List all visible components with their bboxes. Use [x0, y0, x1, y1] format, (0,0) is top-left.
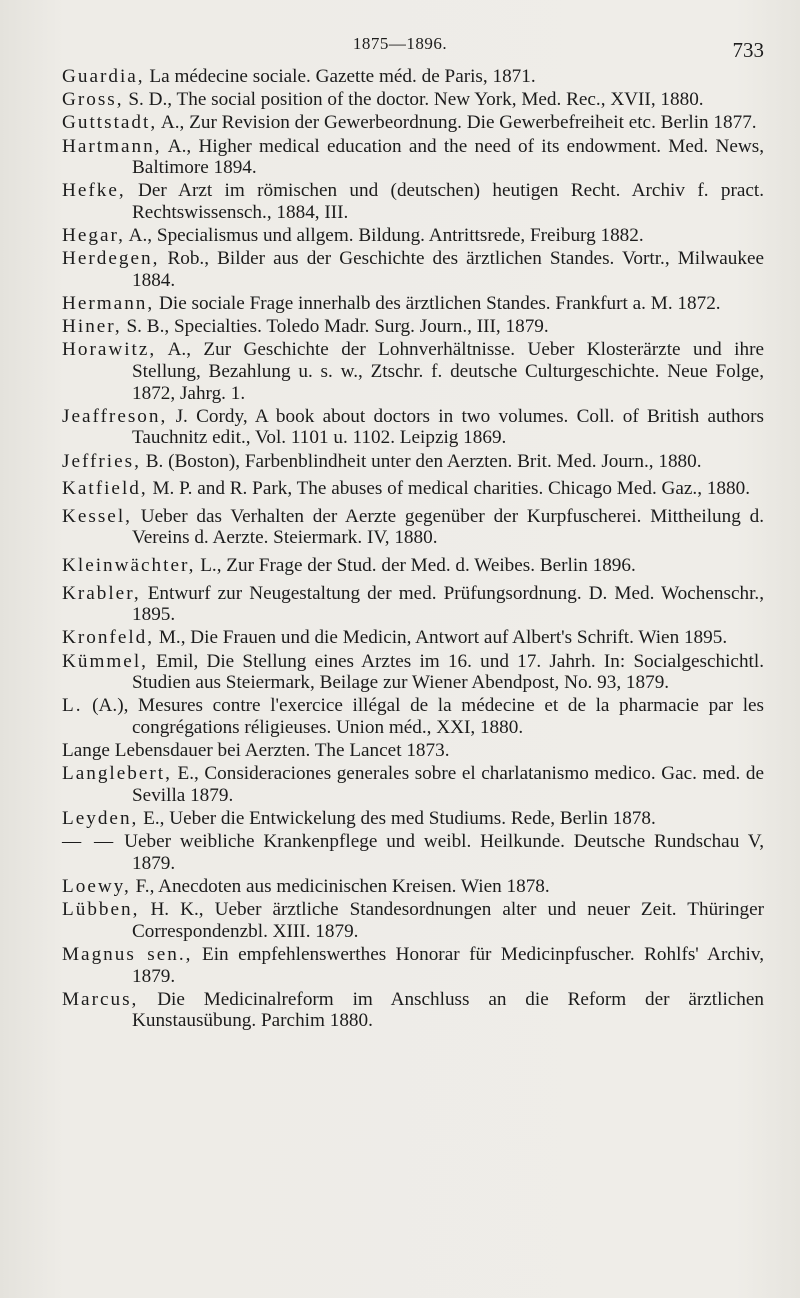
- bibliography-entry: [62, 740, 764, 762]
- entry-author: Langlebert,: [62, 763, 172, 785]
- entry-text: La médecine sociale. Gazette méd. de Paris, 1871.: [149, 66, 536, 87]
- entry-text: Ueber weibliche Krankenpflege und weibl. Heilkunde. Deutsche Rundschau V, 1879.: [124, 831, 764, 874]
- bibliography-entry: [62, 506, 764, 549]
- entry-author: Kleinwächter,: [62, 555, 196, 576]
- bibliography-entry: [62, 876, 764, 898]
- entry-author: Lübben,: [62, 899, 140, 921]
- bibliography-entry: [62, 831, 764, 874]
- entry-author: Katfield,: [62, 478, 148, 500]
- entry-text: A., Zur Revision der Gewerbeordnung. Die Gewerbefreiheit etc. Berlin 1877.: [160, 112, 757, 134]
- entry-text: B. (Boston), Farbenblindheit unter den Aerzten. Brit. Med. Journ., 1880.: [145, 450, 702, 472]
- entry-text: (A.), Mesures contre l'exercice illégal de la médecine et de la pharmacie par les congrégations réligieuses. Union méd., XXI, 1880.: [92, 695, 765, 738]
- entry-author: — —: [62, 831, 116, 853]
- entry-author: Gross,: [62, 89, 124, 111]
- entry-author: Jeaffreson,: [62, 405, 168, 427]
- entry-text: Lange Lebensdauer bei Aerzten. The Lancet 1873.: [62, 740, 450, 762]
- entry-author: Horawitz,: [62, 339, 157, 361]
- bibliography-entry: [62, 944, 764, 987]
- bibliography-entry: [62, 89, 764, 111]
- entry-author: Hegar,: [62, 225, 125, 247]
- bibliography-entry: [62, 627, 764, 649]
- entry-author: Krabler,: [62, 582, 141, 604]
- entry-author: Herdegen,: [62, 248, 160, 270]
- bibliography-entry: [62, 180, 764, 223]
- bibliography-entry: [62, 695, 764, 738]
- entry-text: M. P. and R. Park, The abuses of medical charities. Chicago Med. Gaz., 1880.: [152, 478, 750, 500]
- entry-text: Der Arzt im römischen und (deutschen) heutigen Recht. Archiv f. pract. Rechtswissensch., 1884, III.: [132, 180, 765, 223]
- bibliography-entry: [62, 651, 764, 694]
- bibliography-entry: [62, 248, 764, 291]
- entry-text: J. Cordy, A book about doctors in two volumes. Coll. of British authors Tauchnitz edit., Vol. 1101 u. 1102. Leipzig 1869.: [132, 405, 765, 449]
- bibliography-entry: [62, 989, 764, 1032]
- bibliography-entry: [62, 225, 764, 247]
- entry-author: Kümmel,: [62, 650, 148, 672]
- entry-text: E., Consideraciones generales sobre el charlatanismo medico. Gac. med. de Sevilla 1879.: [132, 763, 764, 806]
- entry-author: Hefke,: [62, 180, 126, 202]
- entry-text: H. K., Ueber ärztliche Standesordnungen alter und neuer Zeit. Thüringer Correspondenzbl. XIII. 1879.: [132, 899, 764, 942]
- bibliography-entry: [62, 293, 764, 315]
- entry-author: Marcus,: [62, 988, 139, 1010]
- page-number: 733: [732, 38, 764, 62]
- entry-text: S. D., The social position of the doctor. New York, Med. Rec., XVII, 1880.: [128, 89, 704, 111]
- entry-author: Loewy,: [62, 876, 131, 898]
- entry-author: Kronfeld,: [62, 627, 155, 649]
- entry-author: Magnus sen.,: [62, 944, 193, 966]
- bibliography-entry: [62, 136, 764, 179]
- entry-text: A., Specialismus und allgem. Bildung. Antrittsrede, Freiburg 1882.: [128, 225, 644, 247]
- entry-text: Ueber das Verhalten der Aerzte gegenüber der Kurpfuscherei. Mittheilung d. Vereins d. Aerzte. Steiermark. IV, 1880.: [132, 505, 764, 549]
- entry-text: L., Zur Frage der Stud. der Med. d. Weibes. Berlin 1896.: [200, 555, 636, 576]
- running-head-years: 1875—1896.: [352, 34, 448, 53]
- entry-author: L.: [62, 695, 83, 717]
- bibliography-entry: [62, 406, 764, 449]
- bibliography-entry: [62, 808, 764, 830]
- bibliography-entry: [62, 339, 764, 404]
- bibliography-entry: [62, 763, 764, 806]
- entry-text: Emil, Die Stellung eines Arztes im 16. und 17. Jahrh. In: Socialgeschichtl. Studien aus Steiermark, Beilage zur Wiener Abendpost, No. 93, 1879.: [132, 650, 764, 694]
- bibliography-entry: [62, 66, 764, 88]
- entry-text: Rob., Bilder aus der Geschichte des ärztlichen Standes. Vortr., Milwaukee 1884.: [132, 248, 765, 291]
- entry-text: Entwurf zur Neugestaltung der med. Prüfungsordnung. D. Med. Wochenschr., 1895.: [132, 582, 765, 626]
- entry-text: A., Higher medical education and the need of its endowment. Med. News, Baltimore 1894.: [132, 135, 764, 179]
- entry-author: Leyden,: [62, 808, 139, 830]
- page-header: [0, 30, 800, 60]
- entry-author: Jeffries,: [62, 450, 141, 472]
- entry-author: Hermann,: [62, 293, 155, 315]
- bibliography-entry: [62, 112, 764, 134]
- entry-text: Die Medicinalreform im Anschluss an die Reform der ärztlichen Kunstausübung. Parchim 1880.: [132, 988, 765, 1032]
- entry-text: Die sociale Frage innerhalb des ärztlichen Standes. Frankfurt a. M. 1872.: [159, 293, 721, 315]
- entry-author: Guardia,: [62, 66, 145, 87]
- entry-text: M., Die Frauen und die Medicin, Antwort auf Albert's Schrift. Wien 1895.: [158, 627, 728, 649]
- bibliography-entry: [62, 478, 764, 500]
- entry-author: Hartmann,: [62, 135, 162, 157]
- entry-text: E., Ueber die Entwickelung des med Studiums. Rede, Berlin 1878.: [143, 808, 656, 830]
- bibliography-entry: [62, 316, 764, 338]
- bibliography-list: [62, 66, 764, 1034]
- entry-author: Kessel,: [62, 505, 132, 527]
- entry-text: A., Zur Geschichte der Lohnverhältnisse. Ueber Klosterärzte und ihre Stellung, Bezahlung u. s. w., Ztschr. f. deutsche Culturgeschichte. Neue Folge, 1872, Jahrg. 1.: [132, 339, 764, 404]
- entry-author: Hiner,: [62, 316, 122, 338]
- entry-text: Ein empfehlenswerthes Honorar für Medicinpfuscher. Rohlfs' Archiv, 1879.: [132, 944, 765, 987]
- bibliography-entry: [62, 899, 764, 942]
- entry-author: Guttstadt,: [62, 112, 158, 134]
- bibliography-entry: [62, 583, 764, 626]
- bibliography-entry: [62, 451, 764, 473]
- entry-text: S. B., Specialties. Toledo Madr. Surg. Journ., III, 1879.: [126, 316, 549, 338]
- entry-text: F., Anecdoten aus medicinischen Kreisen. Wien 1878.: [135, 876, 550, 898]
- bibliography-entry: [62, 555, 764, 577]
